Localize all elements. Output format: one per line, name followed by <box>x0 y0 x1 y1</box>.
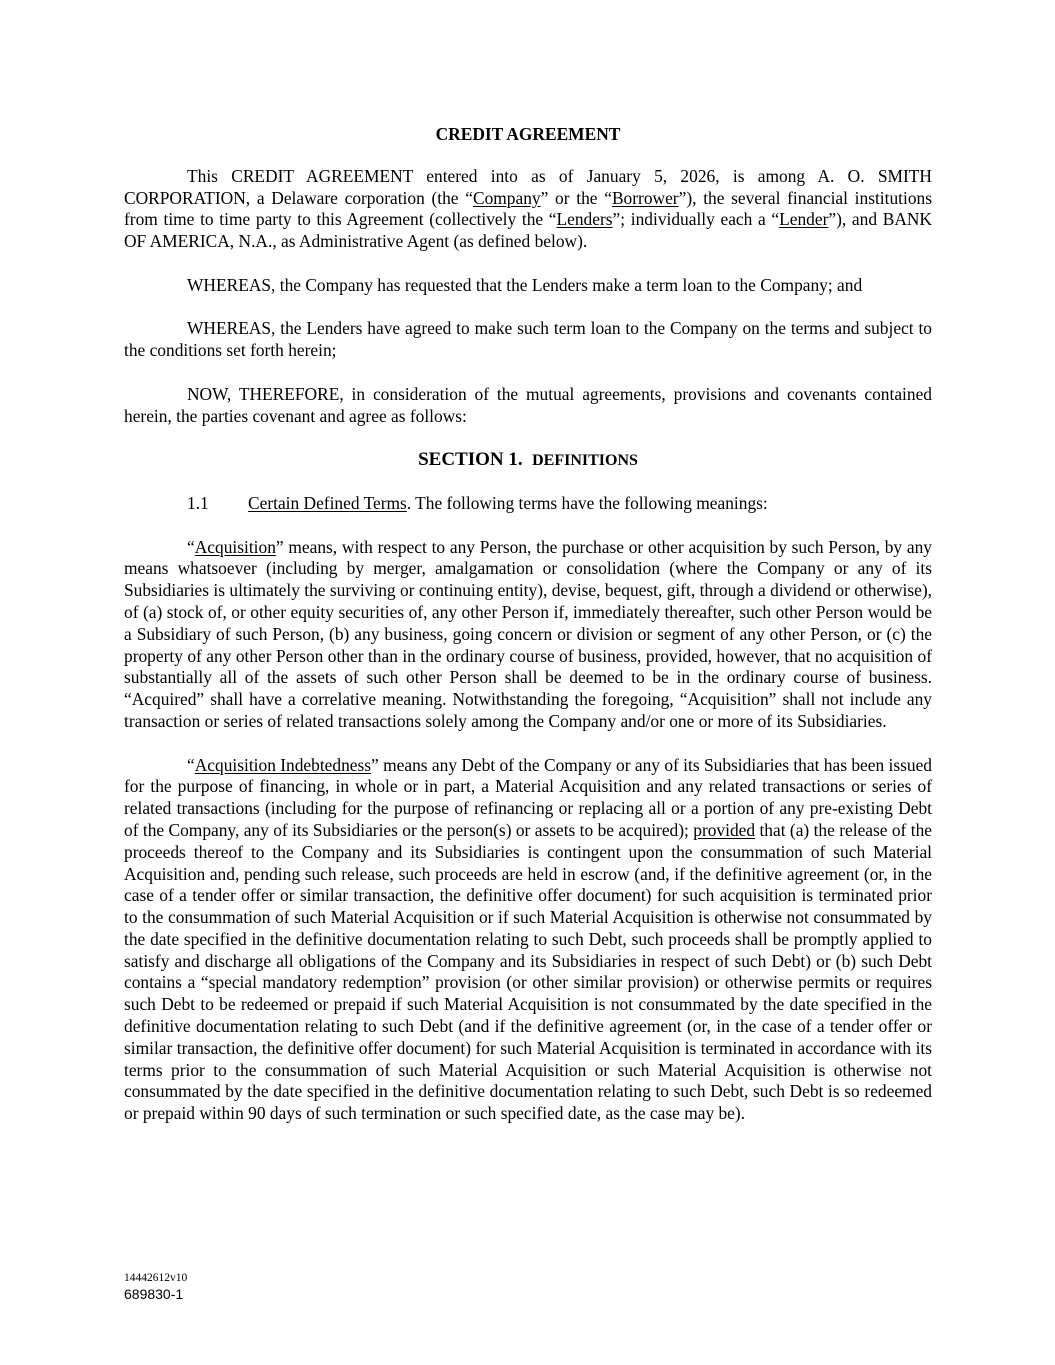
section-heading <box>124 449 932 472</box>
intro-text-3: ”), the several financial institutions from time to time party to this Agreement (collectively the “ <box>124 187 932 230</box>
intro-paragraph <box>124 166 932 253</box>
definition-body-1: ” means any Debt of the Company or any of its Subsidiaries that has been issued for the purpose of financing, in whole or in part, a Material Acquisition and any related transactions or series of related transactions (including for the purpose of refinancing or replacing all or a portion of any pre-existing Debt of the Company, any of its Subsidiaries or the person(s) or assets to be acquired); <box>124 754 932 840</box>
whereas-paragraph-1: WHEREAS, the Company has requested that the Lenders make a term loan to the Company; and <box>187 274 863 295</box>
defined-term-lender: Lender <box>779 209 829 230</box>
footer-doc-id: 14442612v10 <box>124 1272 188 1284</box>
defined-term-lenders: Lenders <box>556 209 613 230</box>
subsection-1-1 <box>187 493 932 515</box>
defined-term-company: Company <box>472 187 541 208</box>
defined-term-acquisition-indebtedness: Acquisition Indebtedness <box>194 754 372 775</box>
intro-text-4: ”; individually each a “ <box>612 209 780 230</box>
defined-term-acquisition: Acquisition <box>194 536 276 557</box>
quote-open: “ <box>187 536 195 557</box>
subsection-text: . The following terms have the following meanings: <box>406 492 768 513</box>
section-label: SECTION 1. <box>418 449 523 471</box>
intro-text-5: ”), and BANK OF AMERICA, N.A., as Administrative Agent (as defined below). <box>124 209 932 252</box>
footer-ref: 689830-1 <box>124 1286 184 1302</box>
now-therefore-paragraph: NOW, THEREFORE, in consideration of the mutual agreements, provisions and covenants contained herein, the parties covenant and agree as follows: <box>124 383 932 426</box>
subsection-number: 1.1 <box>187 492 209 513</box>
provided-term: provided <box>693 819 756 840</box>
intro-text-2: ” or the “ <box>540 187 612 208</box>
intro-text-1: This CREDIT AGREEMENT entered into as of January 5, 2026, is among A. O. SMITH CORPORATION, a Delaware corporation (the “ <box>124 165 932 208</box>
section-name: DEFINITIONS <box>532 452 638 470</box>
whereas-paragraph-2: WHEREAS, the Lenders have agreed to make such term loan to the Company on the terms and subject to the conditions set forth herein; <box>124 318 932 361</box>
defined-term-borrower: Borrower <box>611 187 679 208</box>
definition-body: ” means, with respect to any Person, the purchase or other acquisition by such Person, by any means whatsoever (including by merger, amalgamation or consolidation (where the Company or any of its Subsidiaries is ultimately the surviving or continuing entity), devise, bequest, gift, through a dividend or otherwise), of (a) stock of, or other equity securities of, any other Person if, immediately thereafter, such other Person would be a Subsidiary of such Person, (b) any business, going concern or division or segment of any other Person, or (c) the property of any other Person other than in the ordinary course of business, provided, however, that no acquisition of substantially all of the assets of such other Person shall be deemed to be in the ordinary course of business. “Acquired” shall have a correlative meaning. Notwithstanding the foregoing, “Acquisition” shall not include any transaction or series of related transactions solely among the Company and/or one or more of its Subsidiaries. <box>124 536 932 731</box>
quote-open: “ <box>187 754 195 775</box>
definition-body-2: that (a) the release of the proceeds thereof to the Company and its Subsidiaries is contingent upon the consummation of such Material Acquisition and, pending such release, such proceeds are held in escrow (and, if the definitive agreement (or, in the case of a tender offer or similar transaction, the definitive offer document) for such acquisition is terminated prior to the consummation of such Material Acquisition or if such Material Acquisition is otherwise not consummated by the date specified in the definitive documentation relating to such Debt, such proceeds shall be promptly applied to satisfy and discharge all obligations of the Company and its Subsidiaries in respect of such Debt) or (b) such Debt contains a “special mandatory redemption” provision (or other similar provision) or otherwise permits or requires such Debt to be redeemed or prepaid if such Material Acquisition is not consummated by the date specified in the definitive documentation relating to such Debt (and if the definitive agreement (or, in the case of a tender offer or similar transaction, the definitive offer document) for such Material Acquisition is terminated in accordance with its terms prior to the consummation of such Material Acquisition or such Material Acquisition is otherwise not consummated by the date specified in the definitive documentation relating to such Debt, such Debt is so redeemed or prepaid within 90 days of such termination or such specified date, as the case may be). <box>124 819 932 1124</box>
document-title: CREDIT AGREEMENT <box>435 124 621 144</box>
definition-acquisition <box>124 537 932 733</box>
definition-acquisition-indebtedness <box>124 755 932 1126</box>
document-body <box>124 124 932 1147</box>
subsection-heading: Certain Defined Terms <box>248 492 407 513</box>
